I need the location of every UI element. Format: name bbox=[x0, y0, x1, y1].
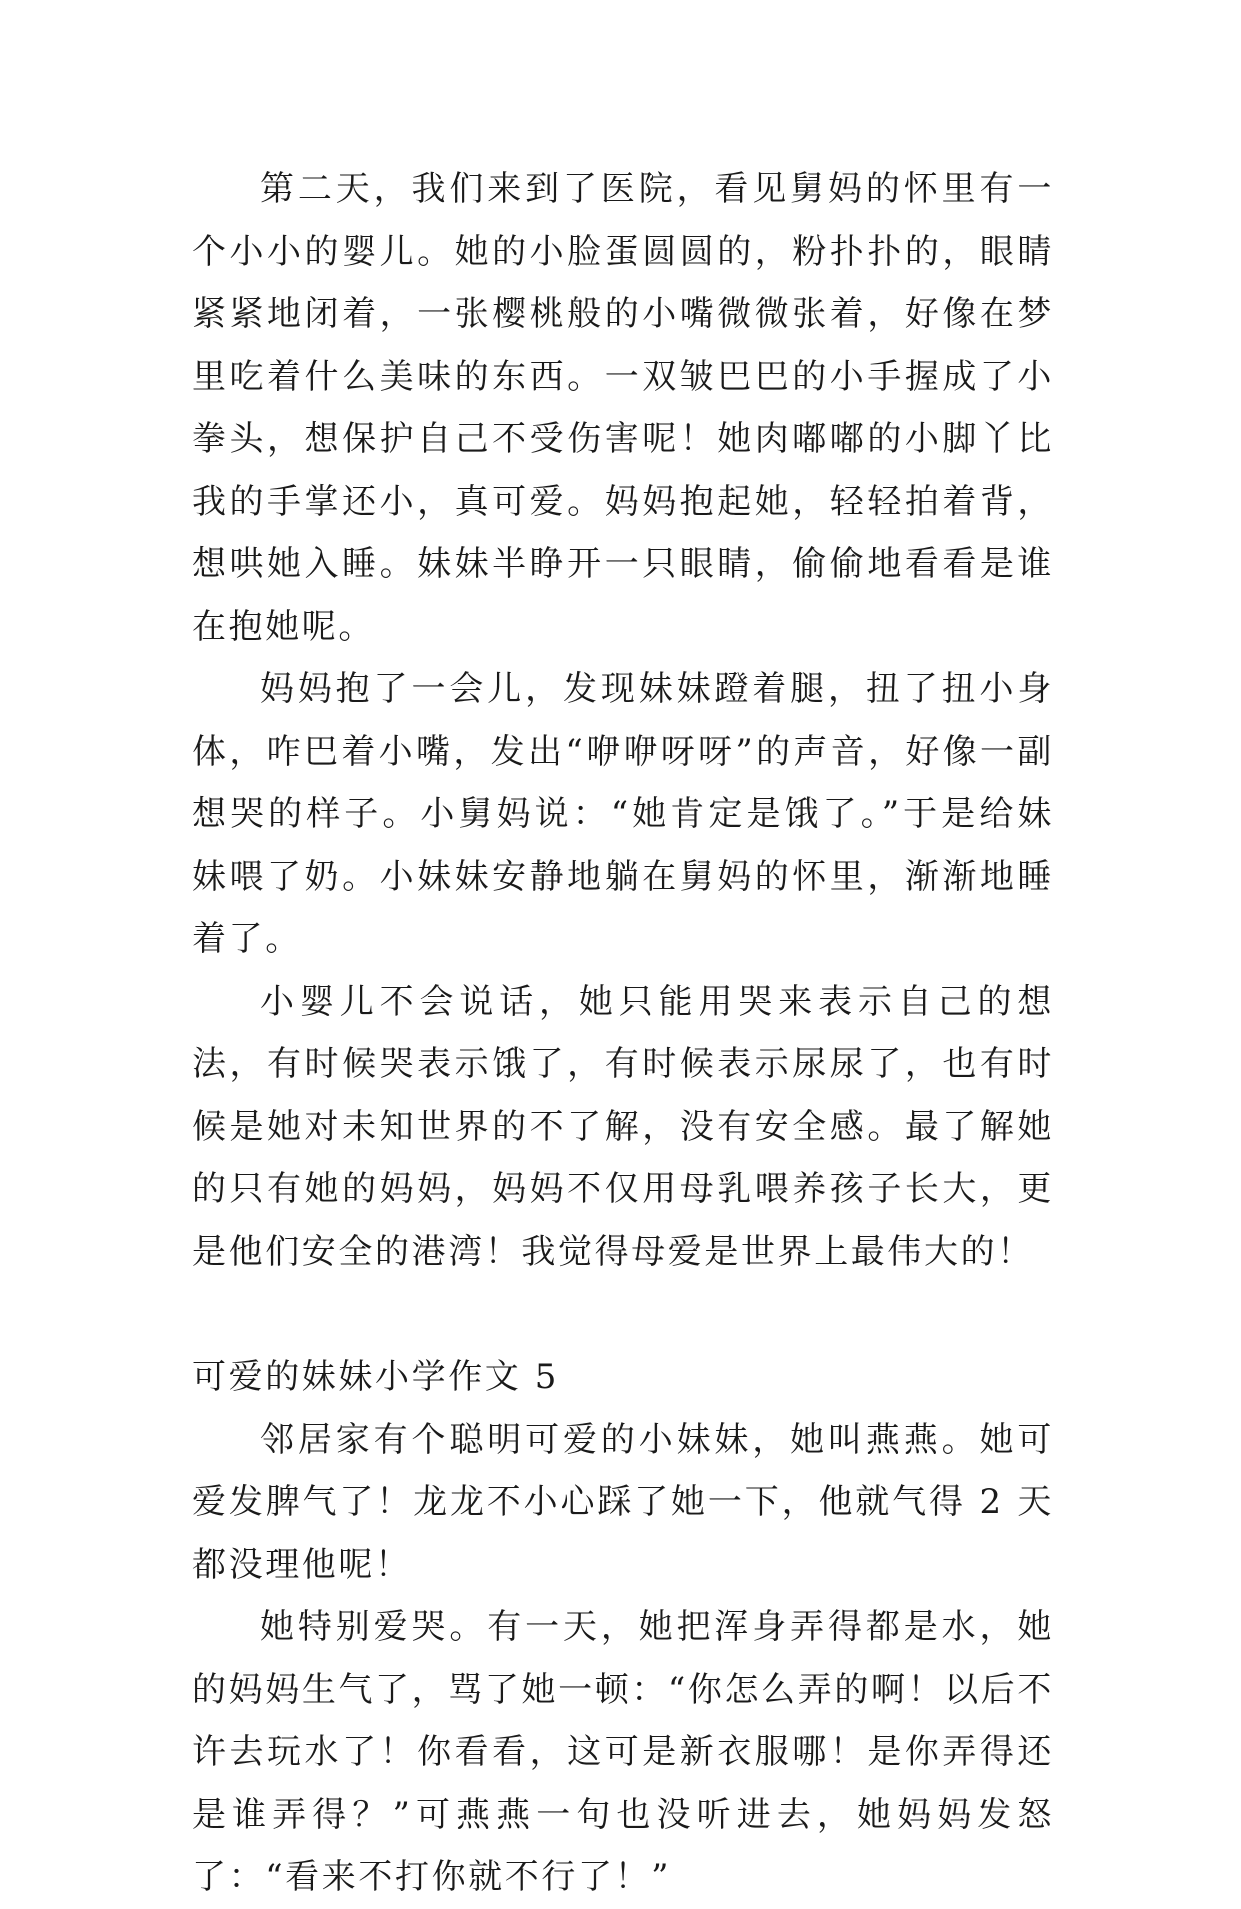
paragraph-crying: 她特别爱哭。有一天，她把浑身弄得都是水，她的妈妈生气了，骂了她一顿：“你怎么弄的啊！以后不许去玩水了！你看看，这可是新衣服哪！是你弄得还是谁弄得？”可燕燕一句也没听进去，她妈妈发怒了：“看来不打你就不行了！” bbox=[192, 1607, 1054, 1897]
paragraph-hospital-visit: 第二天，我们来到了医院，看见舅妈的怀里有一个小小的婴儿。她的小脸蛋圆圆的，粉扑扑的，眼睛紧紧地闭着，一张樱桃般的小嘴微微张着，好像在梦里吃着什么美味的东西。一双皱巴巴的小手握成了小拳头，想保护自己不受伤害呢！她肉嘟嘟的小脚丫比我的手掌还小，真可爱。妈妈抱起她，轻轻拍着背，想哄她入睡。妹妹半睁开一只眼睛，偷偷地看看是谁在抱她呢。 bbox=[192, 169, 1054, 647]
paragraph-feeding: 妈妈抱了一会儿，发现妹妹蹬着腿，扭了扭小身体，咋巴着小嘴，发出“咿咿呀呀”的声音，好像一副想哭的样子。小舅妈说：“她肯定是饿了。”于是给妹妹喂了奶。小妹妹安静地躺在舅妈的怀里，渐渐地睡着了。 bbox=[192, 669, 1054, 959]
paragraph-mother-love: 小婴儿不会说话，她只能用哭来表示自己的想法，有时候哭表示饿了，有时候表示尿尿了，也有时候是她对未知世界的不了解，没有安全感。最了解她的只有她的妈妈，妈妈不仅用母乳喂养孩子长大，更是他们安全的港湾！我觉得母爱是世界上最伟大的！ bbox=[192, 981, 1054, 1272]
document-body bbox=[192, 158, 1054, 1909]
section-title: 可爱的妹妹小学作文 5 bbox=[192, 1357, 560, 1397]
paragraph-neighbor-sister: 邻居家有个聪明可爱的小妹妹，她叫燕燕。她可爱发脾气了！龙龙不小心踩了她一下，他就气得 2 天都没理他呢！ bbox=[192, 1419, 1054, 1585]
